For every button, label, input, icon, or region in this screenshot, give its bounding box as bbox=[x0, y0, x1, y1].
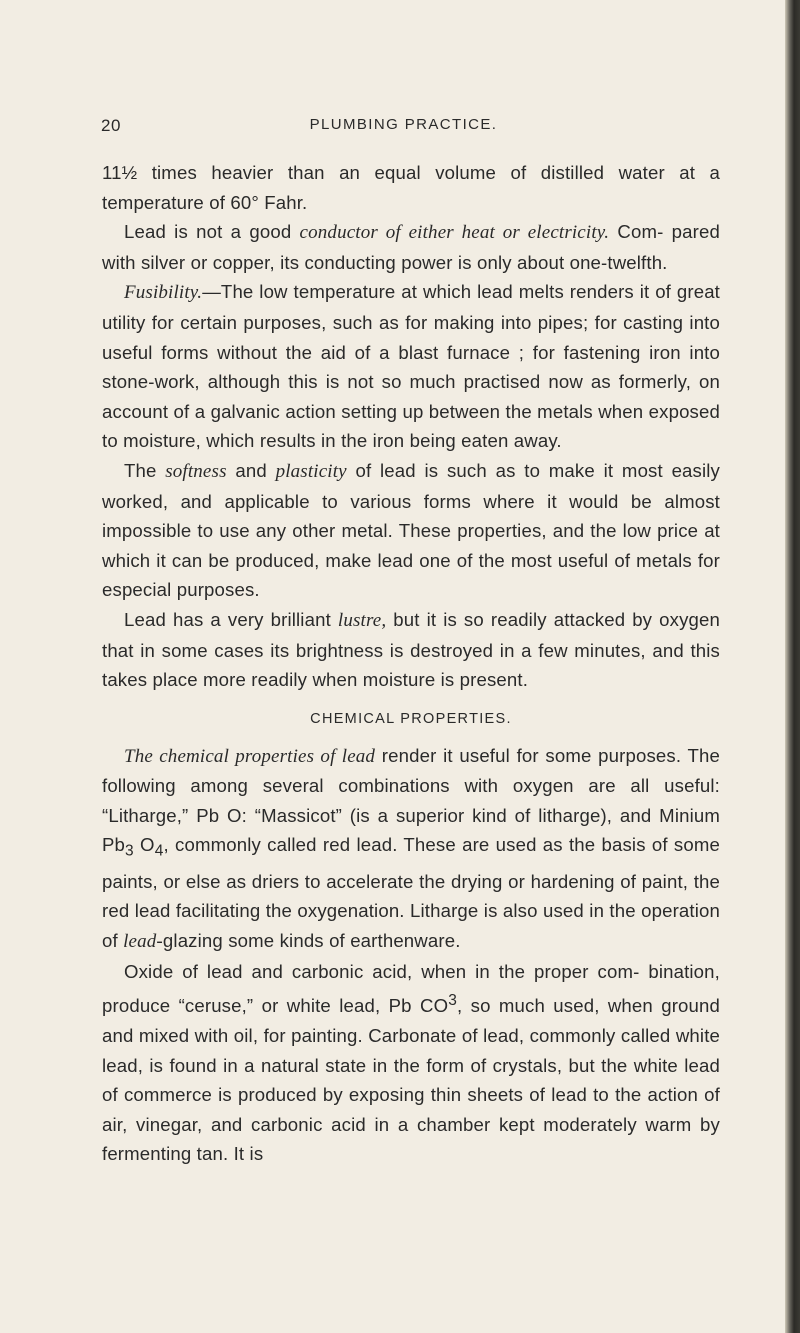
book-binding-edge bbox=[785, 0, 800, 1333]
page-header bbox=[0, 116, 785, 140]
page-number: 20 bbox=[101, 116, 121, 135]
paragraph-lustre: Lead has a very brilliant lustre, but it is so readily attacked by oxygen that in some cases its brightness is destroyed in a few minutes, and this takes place more readily when moisture is present. bbox=[102, 608, 720, 691]
paragraph-conductivity: Lead is not a good conductor of either heat or electricity. Com- pared with silver or copper, its conducting power is only about one-twelfth. bbox=[102, 221, 720, 273]
paragraph-chemical-properties: The chemical properties of lead render it useful for some purposes. The following among several combinations with oxygen are all useful: “Litharge,” Pb O: “Massicot” (is a superior kind of litharge), and Minium $Pb_3$ $O_4$, commonly called red lead. These are used as the basis of some paints, or else as driers to accelerate the drying or hardening of paint, the red lead facilitating the oxygenation. Litharge is also used in the operation of lead-glazing some kinds of earthenware. bbox=[102, 744, 720, 952]
section-heading: CHEMICAL PROPERTIES. bbox=[310, 710, 512, 727]
paragraph-specific-gravity: 11½ times heavier than an equal volume of distilled water at a temperature of 60° Fahr. bbox=[102, 162, 720, 213]
paragraph-fusibility: Fusibility.—The low temperature at which lead melts renders it of great utility for certain purposes, such as for making into pipes; for casting into useful forms without the aid of a blast furnace ; for fastening iron into stone-work, although this is not so much practised now as formerly, on account of a galvanic action setting up between the metals when exposed to moisture, which results in the iron being eaten away. bbox=[102, 281, 720, 452]
page-body bbox=[102, 158, 720, 1169]
paragraph-white-lead: Oxide of lead and carbonic acid, when in the proper com- bination, produce “ceruse,” or white lead, Pb $CO^3$, so much used, when ground and mixed with oil, for painting. Carbonate of lead, commonly called white lead, is found in a natural state in the form of crystals, but the white lead of commerce is produced by exposing thin sheets of lead to the action of air, vinegar, and carbonic acid in a chamber kept moderately warm by fermenting tan. It is bbox=[102, 960, 721, 1165]
running-title: PLUMBING PRACTICE. bbox=[309, 116, 498, 133]
paragraph-softness: The softness and plasticity of lead is such as to make it most easily worked, and applicable to various forms where it would be almost impossible to use any other metal. These properties, and the low price at which it can be produced, make lead one of the most useful of metals for especial purposes. bbox=[102, 459, 720, 601]
